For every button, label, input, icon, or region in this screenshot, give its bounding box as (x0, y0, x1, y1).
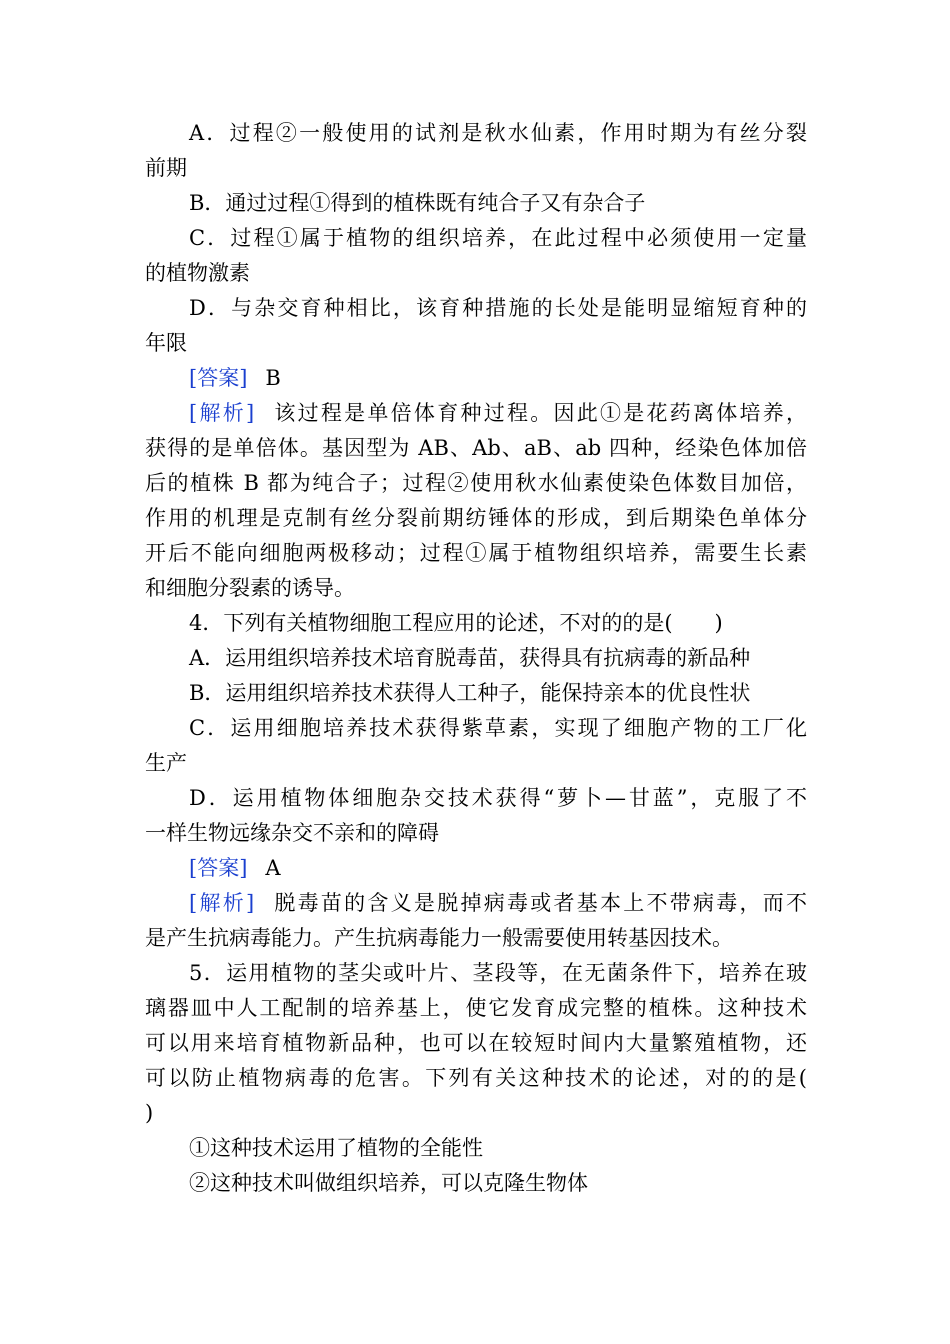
q3-answer-line (145, 361, 807, 396)
q5-stem-line3: 可以用来培育植物新品种，也可以在较短时间内大量繁殖植物，还 (145, 1031, 807, 1055)
q5-item-1: ①这种技术运用了植物的全能性 (189, 1136, 483, 1160)
q3-option-a-line2: 前期 (145, 156, 187, 180)
q4-analysis-line2: 是产生抗病毒能力。产生抗病毒能力一般需要使用转基因技术。 (145, 926, 733, 950)
q3-option-d-line2: 年限 (145, 331, 187, 355)
q4-option-c-line2: 生产 (145, 751, 187, 775)
q3-analysis-line5: 开后不能向细胞两极移动；过程①属于植物组织培养，需要生长素 (145, 541, 807, 565)
q5-stem-line5: ) (145, 1101, 154, 1125)
q3-analysis-line4: 作用的机理是克制有丝分裂前期纺锤体的形成，到后期染色单体分 (145, 506, 807, 530)
q3-option-b: B．通过过程①得到的植株既有纯合子又有杂合子 (189, 191, 646, 215)
q4-answer-line (145, 851, 807, 886)
q3-option-d-line1: D．与杂交育种相比，该育种措施的长处是能明显缩短育种的 (189, 296, 807, 320)
analysis-text: 该过程是单倍体育种过程。因此①是花药离体培养， (272, 401, 807, 425)
q3-option-c-line1: C．过程①属于植物的组织培养，在此过程中必须使用一定量 (189, 226, 807, 250)
q4-option-c-line1: C．运用细胞培养技术获得紫草素，实现了细胞产物的工厂化 (189, 716, 807, 740)
q5-item-2: ②这种技术叫做组织培养，可以克隆生物体 (189, 1171, 588, 1195)
q3-analysis-line2: 获得的是单倍体。基因型为 AB、Ab、aB、ab 四种，经染色体加倍 (145, 436, 807, 460)
analysis-tag: [解析] (189, 401, 255, 425)
answer-tag: [答案] (189, 366, 248, 390)
q3-analysis-line6: 和细胞分裂素的诱导。 (145, 576, 355, 600)
q3-analysis-line3: 后的植株 B 都为纯合子；过程②使用秋水仙素使染色体数目加倍， (145, 471, 807, 495)
q5-stem-line1: 5．运用植物的茎尖或叶片、茎段等，在无菌条件下，培养在玻 (189, 961, 807, 985)
answer-value: B (265, 366, 281, 390)
document-body (145, 116, 807, 1201)
q4-option-d-line2: 一样生物远缘杂交不亲和的障碍 (145, 821, 439, 845)
answer-value: A (265, 856, 281, 880)
q3-option-a-line1: A．过程②一般使用的试剂是秋水仙素，作用时期为有丝分裂 (189, 121, 807, 145)
q5-stem-line4: 可以防止植物病毒的危害。下列有关这种技术的论述，对的的是( (145, 1066, 807, 1090)
q3-analysis-line1 (145, 396, 807, 431)
analysis-text: 脱毒苗的含义是脱掉病毒或者基本上不带病毒，而不 (272, 891, 807, 915)
q4-stem: 4．下列有关植物细胞工程应用的论述，不对的的是( ) (189, 611, 723, 635)
answer-tag: [答案] (189, 856, 248, 880)
q4-option-d-line1: D．运用植物体细胞杂交技术获得“萝卜—甘蓝”，克服了不 (189, 786, 807, 810)
q4-analysis-line1 (145, 886, 807, 921)
analysis-tag: [解析] (189, 891, 255, 915)
q3-option-c-line2: 的植物激素 (145, 261, 250, 285)
q4-option-b: B．运用组织培养技术获得人工种子，能保持亲本的优良性状 (189, 681, 751, 705)
q4-option-a: A．运用组织培养技术培育脱毒苗，获得具有抗病毒的新品种 (189, 646, 751, 670)
q5-stem-line2: 璃器皿中人工配制的培养基上，使它发育成完整的植株。这种技术 (145, 996, 807, 1020)
